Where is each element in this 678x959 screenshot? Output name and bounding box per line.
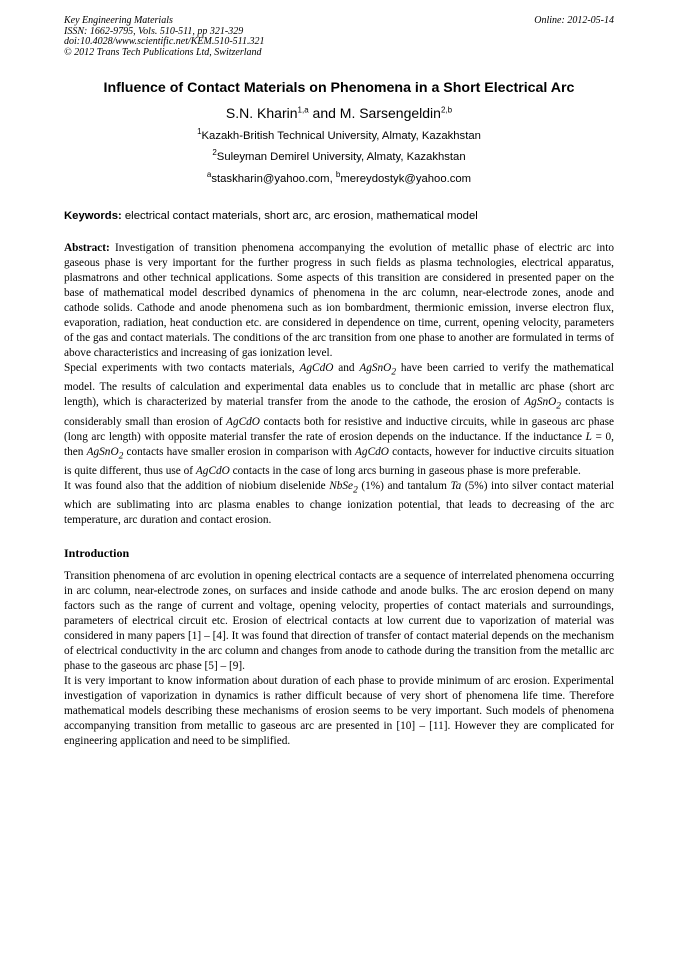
email-b[interactable]: mereydostyk@yahoo.com — [340, 173, 472, 185]
material-formula — [329, 479, 358, 495]
abstract-text: (1%) and tantalum — [357, 479, 451, 492]
journal-name: Key Engineering Materials — [64, 15, 173, 26]
abstract-text-1: Investigation of transition phenomena accompanying the evolution of metallic phase of electric arc into gaseous phase is very important for the further progress in such fields as plasma technologies, electrical apparatus, plasmatrons and other technical applications. Some aspects of this transition are considered in presented paper on the base of mathematical model described dynamics of phenomena in the arc column, near-electrode zones, anode and cathode solids. Cathode and anode phenomena such as ion bombardment, thermionic emission, inverse electron flux, evaporation, radiation, heat conduction etc. are considered in dependence on time, current, opening velocity, parameters of the gas and contact materials. The conditions of the arc transition from one phase to another are formulated in terms of above characteristics and increasing of gas ionization level. — [64, 242, 614, 359]
keywords-label: Keywords: — [64, 210, 122, 222]
material-formula — [524, 396, 561, 412]
doi-line: doi:10.4028/www.scientific.net/KEM.510-511.321 — [64, 36, 265, 47]
author-emails — [40, 170, 638, 185]
abstract-text: contacts both for resistive and inductive circuits, while in gaseous arc phase (long arc length) with opposite material transfer the rate of erosion depends on the inductance. If the inductance — [64, 415, 614, 443]
abstract-label: Abstract: — [64, 242, 110, 254]
material-formula: AgCdO — [299, 362, 334, 374]
material-formula — [86, 445, 124, 461]
author-2-sup: 2,b — [440, 105, 453, 115]
introduction-paragraph-1: Transition phenomena of arc evolution in opening electrical contacts are a sequence of interrelated phenomena occurring in arc column, near-electrode zones, on surfaces and inside cathode and anode bulks. The arc erosion depend on many factors such as the range of current and voltage, opening velocity, properties of contact materials and surroundings, parameters of electrical circuit etc. Erosion of electrical contacts at low current due to vaporization of material was considered in many papers [1] – [4]. It was found that direction of transfer of contact material depends on the mechanism of electrical conductivity in the arc column and changes from anode to cathode during the transition from the metallic arc phase to the gaseous arc phase [5] – [9]. — [64, 570, 614, 672]
author-2: M. Sarsengeldin — [339, 105, 441, 121]
formula-subscript: 2 — [556, 401, 561, 412]
inductance-symbol: L — [585, 430, 592, 443]
section-heading-introduction: Introduction — [64, 546, 130, 560]
abstract-paragraph-1 — [64, 241, 614, 361]
affiliation-1 — [40, 127, 638, 142]
keywords-text: electrical contact materials, short arc, arc erosion, mathematical model — [121, 210, 478, 222]
formula-subscript: 2 — [353, 485, 358, 495]
email-a[interactable]: staskharin@yahoo.com, — [211, 173, 336, 185]
material-formula: Ta — [450, 479, 462, 492]
author-conjunction: and — [308, 105, 340, 121]
abstract-paragraph-2 — [64, 361, 614, 479]
abstract-text: (5%) into silver contact material which are sublimating into arc plasma enables to change ionization potential, that leads to decreasing of the arc temperature, arc duration and contact erosion. — [64, 479, 615, 526]
keywords — [64, 210, 614, 222]
material-formula: AgCdO — [226, 415, 260, 428]
abstract-text: It was found also that the addition of niobium diselenide — [64, 479, 330, 492]
abstract-text: have been carried to verify the mathematical model. The results of calculation and experimental data enables us to conclude that in metallic arc phase (short arc length), which is characterized by material transfer from the anode to the cathode, the erosion of — [64, 362, 614, 409]
affiliation-1-sup: 1 — [197, 127, 202, 137]
publication-header — [64, 16, 264, 58]
abstract-text: contacts in the case of long arcs burning in gaseous phase is more preferable. — [229, 464, 581, 477]
abstract-text: Special experiments with two contacts materials, — [64, 362, 300, 374]
material-formula — [359, 362, 397, 378]
affiliation-2-text: Suleyman Demirel University, Almaty, Kazakhstan — [216, 151, 466, 163]
formula-base: AgSnO — [359, 362, 392, 374]
issn-line: ISSN: 1662-9795, Vols. 510-511, pp 321-329 — [64, 25, 244, 37]
author-1: S.N. Kharin — [225, 105, 298, 121]
email-a-sup: a — [206, 170, 212, 180]
equation-text: = 0 — [591, 430, 612, 443]
online-date: Online: 2012-05-14 — [534, 15, 614, 26]
introduction-paragraph-2: It is very important to know information about duration of each phase to provide minimum of arc erosion. Experimental investigation of vaporization in dynamics is rather difficult because of very short of phenomena life time. Therefore mathematical models describing these mechanisms of erosion seems to be very important. Such models of phenomena accompanying transition from metallic to gaseous arc are presented in [10] – [11]. However they are complicated for engineering application and need to be simplified. — [64, 675, 614, 747]
affiliation-2 — [40, 148, 638, 163]
abstract-text: contacts have smaller erosion in comparison with — [123, 445, 356, 458]
formula-base: NbSe — [329, 479, 354, 492]
paper-title: Influence of Contact Materials on Phenomena in a Short Electrical Arc — [103, 80, 575, 96]
material-formula: AgCdO — [195, 464, 230, 477]
affiliation-1-text: Kazakh-British Technical University, Almaty, Kazakhstan — [201, 130, 481, 142]
affiliation-2-sup: 2 — [212, 148, 217, 158]
formula-base: AgSnO — [524, 396, 557, 409]
formula-subscript: 2 — [118, 450, 124, 461]
formula-subscript: 2 — [391, 367, 397, 378]
paper-body — [64, 241, 614, 749]
abstract-text: , then — [64, 430, 614, 458]
author-1-sup: 1,a — [297, 105, 309, 115]
material-formula: AgCdO — [355, 445, 389, 458]
copyright-line: © 2012 Trans Tech Publications Ltd, Switzerland — [64, 46, 262, 58]
abstract-text: contacts, however for inductive circuits situation is quite different, thus use of — [64, 445, 614, 477]
abstract-paragraph-3 — [64, 479, 614, 528]
abstract-text: contacts is considerably small than erosion of — [64, 396, 614, 428]
abstract-text: and — [333, 362, 360, 374]
author-line — [40, 105, 638, 121]
formula-base: AgSnO — [86, 445, 119, 458]
email-b-sup: b — [335, 170, 341, 180]
